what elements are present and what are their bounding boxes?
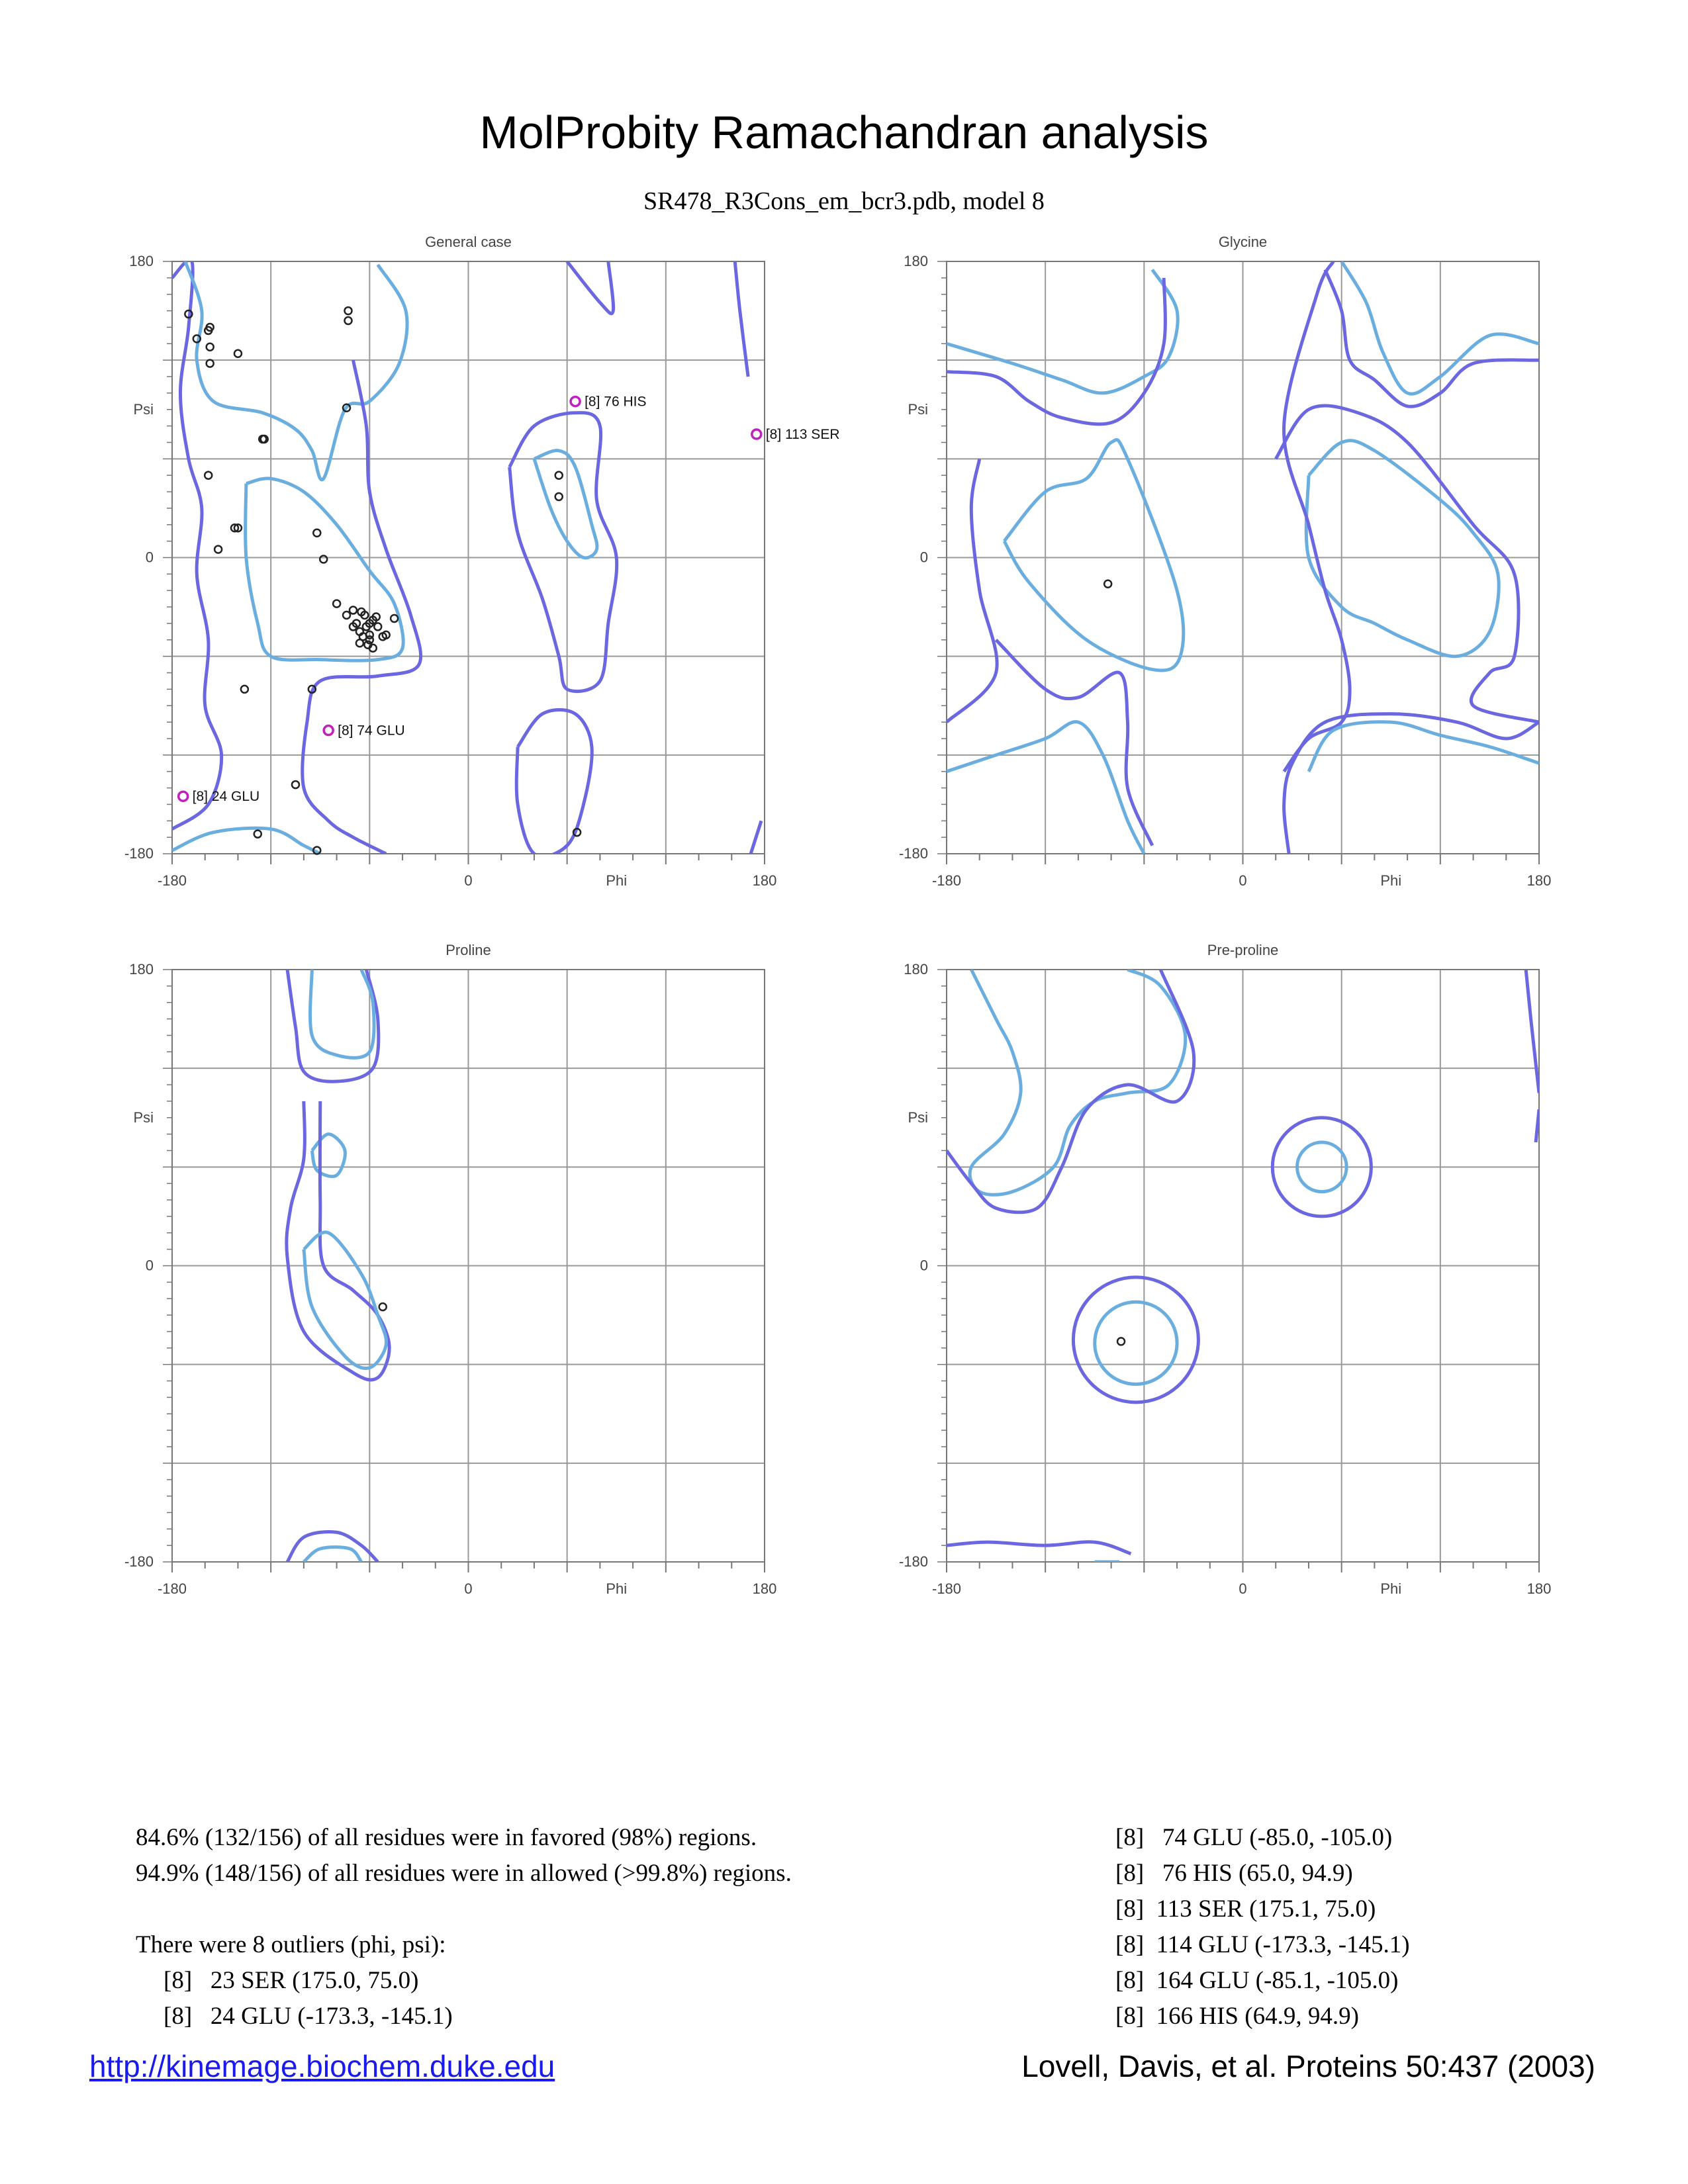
x-tick-label: 0 xyxy=(464,1580,473,1597)
chart-title: Proline xyxy=(445,942,491,958)
x-tick-label: 0 xyxy=(1239,872,1247,889)
x-tick-label: -180 xyxy=(931,872,962,889)
outlier-list-right xyxy=(1115,1820,1410,2034)
x-axis-label: Phi xyxy=(1380,872,1402,889)
rama-plot-general xyxy=(99,228,840,890)
panel-proline xyxy=(99,936,788,1598)
x-tick-label: 180 xyxy=(1526,1580,1552,1597)
data-point xyxy=(292,781,299,788)
data-point xyxy=(555,472,563,479)
data-point xyxy=(214,546,222,553)
data-point xyxy=(1117,1338,1125,1345)
allowed-contour xyxy=(1284,714,1539,854)
data-point xyxy=(343,612,350,619)
x-axis-label: Phi xyxy=(606,872,628,889)
chart-title: General case xyxy=(425,234,512,250)
outlier-item: [8] 24 GLU (-173.3, -145.1) xyxy=(164,2003,453,2030)
outlier-item: [8] 76 HIS (65.0, 94.9) xyxy=(1115,1860,1353,1887)
x-tick-label: 0 xyxy=(464,872,473,889)
data-point xyxy=(356,639,363,647)
contour-group xyxy=(172,259,761,862)
y-tick-label: 180 xyxy=(129,253,154,269)
y-axis-label: Psi xyxy=(908,400,928,418)
data-point xyxy=(1104,580,1111,588)
outlier-point xyxy=(324,726,333,735)
x-tick-label: -180 xyxy=(157,1580,187,1597)
allowed-contour xyxy=(303,360,421,854)
allowed-contour xyxy=(1526,970,1539,1093)
allowed-contour xyxy=(947,459,997,722)
rama-plot-proline xyxy=(99,936,788,1598)
x-tick-label: 180 xyxy=(1526,872,1552,889)
favored-contour xyxy=(1309,722,1539,772)
outlier-label: [8] 113 SER xyxy=(765,427,840,443)
outlier-point xyxy=(571,397,580,406)
y-tick-label: 180 xyxy=(904,961,928,978)
kinemage-link[interactable]: http://kinemage.biochem.duke.edu xyxy=(89,2049,555,2083)
data-point xyxy=(391,615,398,622)
rama-plot-preproline xyxy=(874,936,1562,1598)
data-point xyxy=(207,343,214,351)
chart-title: Glycine xyxy=(1218,234,1268,250)
x-tick-label: 180 xyxy=(752,872,777,889)
data-point xyxy=(374,623,381,630)
y-tick-label: -180 xyxy=(124,1553,154,1570)
favored-contour xyxy=(246,478,404,660)
favored-contour xyxy=(1095,1302,1177,1384)
outlier-label: [8] 24 GLU xyxy=(192,789,260,805)
x-tick-label: -180 xyxy=(931,1580,962,1597)
outlier-item: [8] 114 GLU (-173.3, -145.1) xyxy=(1115,1931,1410,1958)
outlier-item: [8] 74 GLU (-85.0, -105.0) xyxy=(1115,1824,1393,1851)
data-point xyxy=(345,317,352,324)
allowed-contour xyxy=(1284,261,1350,772)
panel-general xyxy=(99,228,840,890)
y-tick-label: -180 xyxy=(898,1553,928,1570)
data-point xyxy=(254,831,261,838)
x-tick-label: 180 xyxy=(752,1580,777,1597)
allowed-contour xyxy=(510,413,617,692)
data-point xyxy=(333,600,340,608)
favored-stat: 84.6% (132/156) of all residues were in favored (98%) regions. xyxy=(136,1824,757,1851)
y-tick-label: -180 xyxy=(898,845,928,862)
outlier-label: [8] 74 GLU xyxy=(338,723,405,739)
y-tick-label: 0 xyxy=(919,1257,928,1274)
y-axis-label: Psi xyxy=(133,1109,154,1126)
allowed-contour xyxy=(1325,269,1539,406)
favored-contour xyxy=(185,261,407,480)
chart-title: Pre-proline xyxy=(1207,942,1279,958)
x-tick-label: -180 xyxy=(157,872,187,889)
data-point xyxy=(234,350,242,357)
data-point xyxy=(555,493,563,500)
allowed-stat: 94.9% (148/156) of all residues were in allowed (>99.8%) regions. xyxy=(136,1860,792,1887)
x-axis-label: Phi xyxy=(1380,1580,1402,1597)
y-tick-label: 0 xyxy=(145,549,154,566)
x-tick-label: 0 xyxy=(1239,1580,1247,1597)
page-subtitle: SR478_R3Cons_em_bcr3.pdb, model 8 xyxy=(643,187,1045,215)
data-point xyxy=(350,607,357,614)
data-point xyxy=(313,529,320,537)
rama-plot-glycine xyxy=(874,228,1562,890)
outlier-item: [8] 166 HIS (64.9, 94.9) xyxy=(1115,2003,1359,2030)
citation: Lovell, Davis, et al. Proteins 50:437 (2003) xyxy=(1021,2049,1595,2083)
panel-glycine xyxy=(874,228,1562,890)
outlier-point xyxy=(179,792,188,801)
outlier-item: [8] 113 SER (175.1, 75.0) xyxy=(1115,1895,1376,1923)
y-axis-label: Psi xyxy=(908,1109,928,1126)
allowed-contour xyxy=(735,261,748,377)
outlier-header: There were 8 outliers (phi, psi): xyxy=(136,1931,446,1958)
data-point xyxy=(207,360,214,367)
y-tick-label: 180 xyxy=(904,253,928,269)
favored-contour xyxy=(304,1547,361,1562)
x-axis-label: Phi xyxy=(606,1580,628,1597)
page-title: MolProbity Ramachandran analysis xyxy=(479,107,1209,158)
y-axis-label: Psi xyxy=(133,400,154,418)
favored-contour xyxy=(1004,439,1184,670)
outlier-label: [8] 76 HIS xyxy=(585,394,647,410)
data-point xyxy=(205,472,212,479)
y-tick-label: 0 xyxy=(145,1257,154,1274)
data-point xyxy=(345,307,352,314)
outlier-point xyxy=(752,430,761,439)
panel-preproline xyxy=(874,936,1562,1598)
allowed-contour xyxy=(996,640,1152,846)
favored-contour xyxy=(312,1134,345,1177)
allowed-contour xyxy=(748,821,761,862)
summary-block xyxy=(136,1820,792,2034)
outlier-item: [8] 164 GLU (-85.1, -105.0) xyxy=(1115,1967,1399,1994)
allowed-contour xyxy=(567,261,614,314)
data-point xyxy=(320,555,327,563)
favored-contour xyxy=(310,970,375,1058)
allowed-contour xyxy=(947,1542,1131,1554)
allowed-contour xyxy=(1276,406,1539,722)
y-tick-label: 0 xyxy=(919,549,928,566)
favored-contour xyxy=(172,828,320,854)
favored-contour xyxy=(970,970,1186,1195)
allowed-contour xyxy=(287,970,379,1081)
favored-contour xyxy=(534,451,597,558)
y-tick-label: -180 xyxy=(124,845,154,862)
allowed-contour xyxy=(947,278,1165,424)
outlier-item: [8] 23 SER (175.0, 75.0) xyxy=(164,1967,419,1994)
data-point xyxy=(241,686,248,693)
data-point xyxy=(379,1303,387,1310)
y-tick-label: 180 xyxy=(129,961,154,978)
